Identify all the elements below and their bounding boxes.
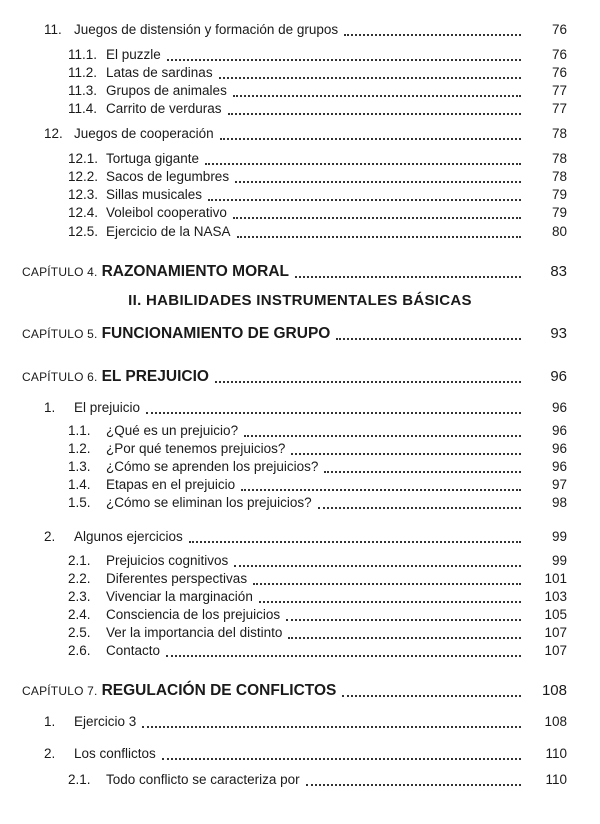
page-number: 77	[551, 83, 567, 98]
chapter-label: CAPÍTULO 5.	[22, 327, 98, 341]
entry-number: 11.2.	[68, 65, 98, 80]
toc-subsection-row[interactable]	[68, 643, 527, 658]
toc-subsection-row[interactable]	[68, 83, 527, 98]
entry-number: 11.	[44, 22, 62, 37]
entry-title: Ejercicio de la NASA	[106, 224, 231, 239]
dot-leader	[219, 77, 521, 79]
entry-number: 12.	[44, 126, 63, 141]
entry-number: 1.3.	[68, 459, 91, 474]
entry-number: 1.5.	[68, 495, 91, 510]
page-number: 110	[545, 772, 567, 787]
toc-chapter-row[interactable]	[22, 682, 527, 700]
page-number: 108	[541, 682, 567, 699]
toc-subsection-row[interactable]	[68, 441, 527, 456]
toc-section-row[interactable]	[44, 22, 527, 37]
entry-title: Contacto	[106, 643, 161, 658]
page-number: 110	[545, 746, 567, 761]
toc-subsection-row[interactable]	[68, 169, 527, 184]
toc-subsection-row[interactable]	[68, 477, 527, 492]
dot-leader	[228, 113, 521, 115]
dot-leader	[253, 583, 521, 585]
entry-number: 12.4.	[68, 205, 99, 220]
entry-number: 1.	[44, 714, 56, 729]
page-number: 103	[544, 589, 567, 604]
page-number: 105	[544, 607, 567, 622]
entry-title: Sacos de legumbres	[106, 169, 230, 184]
dot-leader	[288, 637, 521, 639]
toc-subsection-row[interactable]	[68, 607, 527, 622]
entry-number: 2.3.	[68, 589, 91, 604]
toc-subsection-row[interactable]	[68, 101, 527, 116]
entry-title: Ver la importancia del distinto	[106, 625, 283, 640]
dot-leader	[220, 138, 521, 140]
entry-number: 11.1.	[68, 47, 98, 62]
entry-title: El puzzle	[106, 47, 161, 62]
toc-subsection-row[interactable]	[68, 495, 527, 510]
page-number: 107	[544, 625, 567, 640]
toc-subsection-row[interactable]	[68, 151, 527, 166]
page-number: 96	[551, 459, 567, 474]
dot-leader	[162, 758, 521, 760]
page-number: 78	[551, 151, 567, 166]
page-number: 101	[544, 571, 567, 586]
dot-leader	[286, 619, 521, 621]
page-number: 96	[551, 400, 567, 415]
dot-leader	[342, 695, 521, 697]
page-number: 78	[551, 126, 567, 141]
page-number: 80	[551, 224, 567, 239]
entry-title: Tortuga gigante	[106, 151, 200, 166]
toc-subsection-row[interactable]	[68, 205, 527, 220]
dot-leader	[235, 181, 521, 183]
chapter-title: EL PREJUICIO	[101, 368, 209, 385]
dot-leader	[336, 338, 521, 340]
entry-title: Latas de sardinas	[106, 65, 213, 80]
entry-title: Etapas en el prejuicio	[106, 477, 236, 492]
dot-leader	[166, 655, 521, 657]
dot-leader	[318, 507, 521, 509]
entry-number: 1.1.	[68, 423, 91, 438]
chapter-title: RAZONAMIENTO MORAL	[101, 263, 289, 280]
chapter-label: CAPÍTULO 4.	[22, 265, 98, 279]
dot-leader	[244, 435, 521, 437]
entry-title: Todo conflicto se caracteriza por	[106, 772, 300, 787]
entry-number: 12.5.	[68, 224, 99, 239]
page-number: 107	[544, 643, 567, 658]
page-number: 98	[551, 495, 567, 510]
entry-number: 2.	[44, 529, 56, 544]
entry-title: Los conflictos	[74, 746, 156, 761]
dot-leader	[234, 565, 521, 567]
page-number: 76	[551, 22, 567, 37]
page-number: 76	[551, 47, 567, 62]
dot-leader	[306, 784, 521, 786]
entry-number: 12.2.	[68, 169, 99, 184]
dot-leader	[208, 199, 521, 201]
toc-chapter-row[interactable]	[22, 368, 527, 386]
page-number: 83	[550, 263, 567, 280]
chapter-label: CAPÍTULO 7.	[22, 684, 98, 698]
toc-subsection-row[interactable]	[68, 423, 527, 438]
entry-title: ¿Qué es un prejuicio?	[106, 423, 239, 438]
toc-chapter-row[interactable]	[22, 325, 527, 343]
entry-number: 11.3.	[68, 83, 98, 98]
entry-title: Consciencia de los prejuicios	[106, 607, 281, 622]
entry-title: Juegos de cooperación	[74, 126, 214, 141]
chapter-title: FUNCIONAMIENTO DE GRUPO	[101, 325, 331, 342]
page-number: 99	[551, 529, 567, 544]
toc-subsection-row[interactable]	[68, 625, 527, 640]
toc-section-row[interactable]	[44, 746, 527, 761]
entry-number: 2.2.	[68, 571, 91, 586]
dot-leader	[167, 59, 521, 61]
dot-leader	[295, 276, 521, 278]
toc-subsection-row[interactable]	[68, 571, 527, 586]
entry-title: Prejuicios cognitivos	[106, 553, 229, 568]
dot-leader	[189, 541, 521, 543]
entry-number: 11.4.	[68, 101, 98, 116]
entry-number: 12.1.	[68, 151, 99, 166]
toc-subsection-row[interactable]	[68, 553, 527, 568]
dot-leader	[146, 412, 521, 414]
entry-title: Juegos de distensión y formación de grupos	[74, 22, 339, 37]
part-heading: II. HABILIDADES INSTRUMENTALES BÁSICAS	[128, 292, 472, 309]
page-number: 96	[551, 423, 567, 438]
entry-number: 2.5.	[68, 625, 91, 640]
toc-subsection-row[interactable]	[68, 187, 527, 202]
toc-subsection-row[interactable]	[68, 224, 527, 239]
page-number: 96	[550, 368, 567, 385]
entry-number: 1.	[44, 400, 56, 415]
entry-title: Ejercicio 3	[74, 714, 137, 729]
entry-title: Sillas musicales	[106, 187, 203, 202]
dot-leader	[291, 453, 521, 455]
entry-title: ¿Cómo se eliminan los prejuicios?	[106, 495, 312, 510]
page-number: 77	[551, 101, 567, 116]
page-number: 93	[550, 325, 567, 342]
dot-leader	[233, 217, 521, 219]
entry-title: Voleibol cooperativo	[106, 205, 227, 220]
toc-section-row[interactable]	[44, 529, 527, 544]
page-number: 99	[551, 553, 567, 568]
dot-leader	[215, 381, 521, 383]
toc-section-row[interactable]	[44, 126, 527, 141]
toc-section-row[interactable]	[44, 714, 527, 729]
chapter-title: REGULACIÓN DE CONFLICTOS	[101, 682, 337, 699]
page-number: 108	[544, 714, 567, 729]
dot-leader	[142, 726, 521, 728]
entry-number: 2.	[44, 746, 56, 761]
entry-title: ¿Por qué tenemos prejuicios?	[106, 441, 286, 456]
toc-subsection-row[interactable]	[68, 459, 527, 474]
toc-section-row[interactable]	[44, 400, 527, 415]
entry-number: 1.4.	[68, 477, 91, 492]
toc-subsection-row[interactable]	[68, 589, 527, 604]
entry-number: 2.4.	[68, 607, 91, 622]
page-number: 97	[551, 477, 567, 492]
dot-leader	[344, 34, 521, 36]
page-number: 79	[551, 187, 567, 202]
dot-leader	[241, 489, 521, 491]
entry-title: Algunos ejercicios	[74, 529, 183, 544]
entry-title: Grupos de animales	[106, 83, 227, 98]
toc-subsection-row[interactable]	[68, 65, 527, 80]
entry-number: 1.2.	[68, 441, 91, 456]
entry-title: Diferentes perspectivas	[106, 571, 248, 586]
entry-title: ¿Cómo se aprenden los prejuicios?	[106, 459, 319, 474]
toc-chapter-row[interactable]	[22, 263, 527, 281]
page-number: 78	[551, 169, 567, 184]
entry-number: 2.6.	[68, 643, 91, 658]
toc-subsection-row[interactable]	[68, 47, 527, 62]
entry-title: Carrito de verduras	[106, 101, 222, 116]
page-number: 96	[551, 441, 567, 456]
dot-leader	[324, 471, 521, 473]
entry-number: 12.3.	[68, 187, 99, 202]
chapter-label: CAPÍTULO 6.	[22, 370, 98, 384]
dot-leader	[233, 95, 521, 97]
page-number: 76	[551, 65, 567, 80]
dot-leader	[259, 601, 521, 603]
page-number: 79	[551, 205, 567, 220]
entry-number: 2.1.	[68, 772, 91, 787]
entry-title: El prejuicio	[74, 400, 141, 415]
toc-subsection-row[interactable]	[68, 772, 527, 787]
entry-title: Vivenciar la marginación	[106, 589, 253, 604]
entry-number: 2.1.	[68, 553, 91, 568]
dot-leader	[205, 163, 521, 165]
dot-leader	[237, 236, 521, 238]
